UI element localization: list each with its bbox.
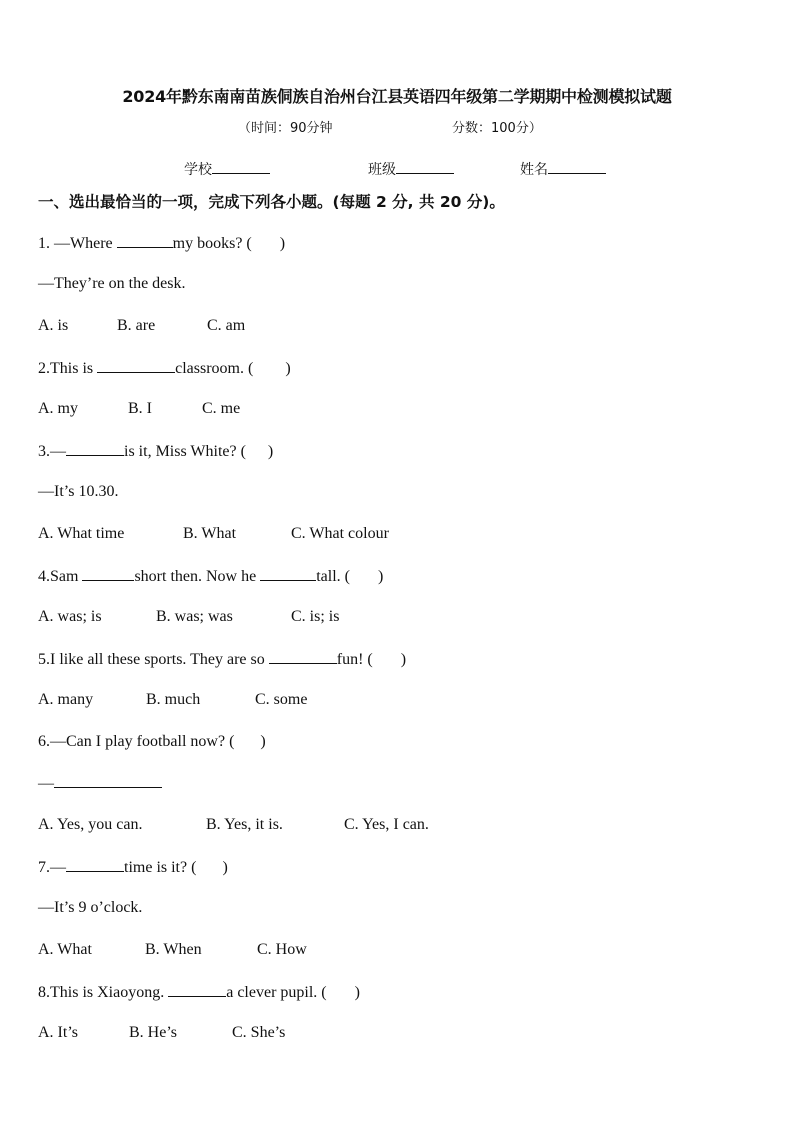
q7-answer: —It’s 9 o’clock.	[38, 899, 143, 916]
q2-blank[interactable]	[97, 358, 175, 373]
q2-text-b: classroom. (	[175, 360, 254, 377]
q7-option-c[interactable]: C. How	[257, 941, 307, 958]
question-7	[38, 857, 228, 878]
q6-blank[interactable]	[54, 773, 162, 788]
q7-paren-close: )	[222, 859, 228, 876]
class-label: 班级	[368, 162, 396, 178]
question-2	[38, 358, 291, 379]
q5-paren-close: )	[400, 651, 407, 668]
question-1	[38, 233, 285, 254]
q8-paren-close: )	[354, 984, 360, 1001]
exam-subtitle	[238, 117, 542, 136]
question-8	[38, 982, 360, 1003]
q4-paren-close: )	[377, 568, 384, 585]
q6-option-b[interactable]: B. Yes, it is.	[206, 816, 283, 833]
q4-blank-2[interactable]	[260, 566, 316, 581]
q2-option-a[interactable]: A. my	[38, 400, 78, 417]
q4-option-b[interactable]: B. was; was	[156, 608, 233, 625]
q6-option-a[interactable]: A. Yes, you can.	[38, 816, 143, 833]
section-heading: 一、选出最恰当的一项，完成下列各小题。(每题 2 分, 共 20 分)。	[38, 193, 505, 211]
q5-option-b[interactable]: B. much	[146, 691, 201, 708]
time-info: （时间：90分钟	[238, 121, 333, 136]
q7-blank[interactable]	[66, 857, 124, 872]
q1-paren-close: )	[279, 235, 286, 252]
q3-option-c[interactable]: C. What colour	[291, 525, 389, 542]
q3-blank[interactable]	[66, 441, 124, 456]
question-5	[38, 649, 406, 670]
q5-blank[interactable]	[269, 649, 337, 664]
q3-text-b: is it, Miss White? (	[124, 443, 246, 460]
exam-title: 2024年黔东南南苗族侗族自治州台江县英语四年级第二学期期中检测模拟试题	[122, 87, 672, 106]
q1-text-a: 1. —Where	[38, 235, 117, 252]
q5-text-b: fun! (	[336, 651, 373, 668]
q7-option-b[interactable]: B. When	[145, 941, 202, 958]
q4-blank-1[interactable]	[82, 566, 134, 581]
class-field	[368, 159, 454, 179]
q4-text-c: tall. (	[316, 568, 350, 585]
q1-blank[interactable]	[117, 233, 173, 248]
q5-option-a[interactable]: A. many	[38, 691, 94, 708]
school-blank[interactable]	[212, 159, 270, 174]
question-6	[38, 732, 266, 752]
class-blank[interactable]	[396, 159, 454, 174]
q2-option-c[interactable]: C. me	[202, 400, 241, 417]
q5-text-a: 5.I like all these sports. They are so	[38, 651, 269, 668]
q4-text-a: 4.Sam	[38, 568, 83, 585]
q3-answer: —It’s 10.30.	[38, 483, 119, 500]
q8-text-a: 8.This is Xiaoyong.	[38, 984, 169, 1001]
q6-option-c[interactable]: C. Yes, I can.	[344, 816, 429, 833]
school-label: 学校	[184, 162, 212, 178]
q4-text-b: short then. Now he	[134, 568, 261, 585]
score-info: 分数：100分）	[452, 121, 542, 136]
q7-text-a: 7.—	[38, 859, 66, 876]
q8-blank[interactable]	[168, 982, 226, 997]
q3-text-a: 3.—	[38, 443, 66, 460]
name-label: 姓名	[520, 162, 548, 178]
q3-paren-close: )	[267, 443, 274, 460]
school-field	[184, 159, 270, 179]
q2-text-a: 2.This is	[38, 360, 98, 377]
q1-text-b: my books? (	[172, 235, 252, 252]
q8-option-c[interactable]: C. She’s	[232, 1024, 286, 1041]
q2-option-b[interactable]: B. I	[128, 400, 152, 417]
q4-option-a[interactable]: A. was; is	[38, 608, 102, 625]
q1-option-a[interactable]: A. is	[38, 317, 69, 334]
q6-paren-close: )	[260, 733, 266, 750]
q3-option-a[interactable]: A. What time	[38, 525, 125, 542]
question-4	[38, 566, 383, 587]
q1-option-c[interactable]: C. am	[207, 317, 246, 334]
q1-answer: —They’re on the desk.	[38, 275, 186, 292]
q7-option-a[interactable]: A. What	[38, 941, 92, 958]
name-blank[interactable]	[548, 159, 606, 174]
q6-answer	[38, 773, 162, 794]
q1-option-b[interactable]: B. are	[117, 317, 156, 334]
q8-option-a[interactable]: A. It’s	[38, 1024, 78, 1041]
q6-text-a: 6.—Can I play football now? (	[38, 733, 235, 750]
q7-text-b: time is it? (	[124, 859, 197, 876]
q8-text-b: a clever pupil. (	[226, 984, 327, 1001]
q8-option-b[interactable]: B. He’s	[129, 1024, 177, 1041]
q2-paren-close: )	[285, 360, 291, 377]
q6-answer-dash: —	[38, 775, 54, 792]
q4-option-c[interactable]: C. is; is	[291, 608, 340, 625]
question-3	[38, 441, 273, 462]
q5-option-c[interactable]: C. some	[255, 691, 308, 708]
q3-option-b[interactable]: B. What	[183, 525, 237, 542]
name-field	[520, 159, 606, 179]
